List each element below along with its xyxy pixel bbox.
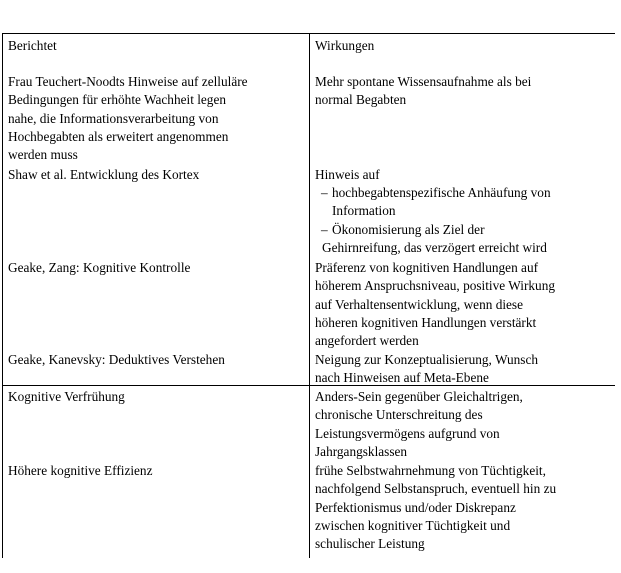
row-1-right-line-2: normal Begabten <box>315 92 407 107</box>
header-berichtet: Berichtet <box>8 38 57 53</box>
row-2-bullet-2-line-1: Ökonomisierung als Ziel der <box>332 222 485 237</box>
row-3-right-line-3: auf Verhaltensentwicklung, wenn diese <box>315 297 524 312</box>
row-1-left-line-5: werden muss <box>8 147 78 162</box>
row-1-left-line-4: Hochbegabten als erweitert angenommen <box>8 129 229 144</box>
row-2-right-intro: Hinweis auf <box>315 167 380 182</box>
row-3-right-line-4: höheren kognitiven Handlungen verstärkt <box>315 315 537 330</box>
row-3-right-line-2: höherem Anspruchsniveau, positive Wirkung <box>315 278 555 293</box>
table-left-border <box>2 33 3 558</box>
row-4-right-line-1: Neigung zur Konzeptualisierung, Wunsch <box>315 352 538 367</box>
bullet-dash-2: – <box>321 222 328 237</box>
row-1-right-line-1: Mehr spontane Wissensaufnahme als bei <box>315 74 532 89</box>
header-wirkungen: Wirkungen <box>315 38 375 53</box>
row-5-left-line-1: Kognitive Verfrühung <box>8 389 125 404</box>
table-column-divider <box>309 33 310 558</box>
row-5-right-line-2: chronische Unterschreitung des <box>315 407 483 422</box>
row-6-right-line-3: Perfektionismus und/oder Diskrepanz <box>315 500 516 515</box>
row-3-right-line-5: angefordert werden <box>315 333 419 348</box>
row-6-left-line-1: Höhere kognitive Effizienz <box>8 463 153 478</box>
row-4-left-line-1: Geake, Kanevsky: Deduktives Verstehen <box>8 352 225 367</box>
row-2-bullet-1-line-1: hochbegabtenspezifische Anhäufung von <box>332 185 551 200</box>
row-4-right-line-2: nach Hinweisen auf Meta-Ebene <box>315 370 489 385</box>
row-6-right-line-2: nachfolgend Selbstanspruch, eventuell hin zu <box>315 481 557 496</box>
row-5-right-line-1: Anders-Sein gegenüber Gleichaltrigen, <box>315 389 523 404</box>
row-6-right-line-1: frühe Selbstwahrnehmung von Tüchtigkeit, <box>315 463 546 478</box>
row-6-right-line-4: zwischen kognitiver Tüchtigkeit und <box>315 518 511 533</box>
row-2-bullet-1-line-2: Information <box>332 203 396 218</box>
row-5-right-line-3: Leistungsvermögens aufgrund von <box>315 426 500 441</box>
row-5-right-line-4: Jahrgangsklassen <box>315 444 408 459</box>
row-1-left-line-2: Bedingungen für erhöhte Wachheit legen <box>8 92 227 107</box>
table-row-divider <box>2 385 615 386</box>
row-3-left-line-1: Geake, Zang: Kognitive Kontrolle <box>8 260 191 275</box>
row-2-left-line-1: Shaw et al. Entwicklung des Kortex <box>8 167 200 182</box>
row-2-bullet-2-line-2: Gehirnreifung, das verzögert erreicht wird <box>322 240 547 255</box>
bullet-dash-1: – <box>321 185 328 200</box>
row-1-left-line-3: nahe, die Informationsverarbeitung von <box>8 111 219 126</box>
row-1-left-line-1: Frau Teuchert-Noodts Hinweise auf zelluläre <box>8 74 248 89</box>
row-6-right-line-5: schulischer Leistung <box>315 536 425 551</box>
row-3-right-line-1: Präferenz von kognitiven Handlungen auf <box>315 260 539 275</box>
